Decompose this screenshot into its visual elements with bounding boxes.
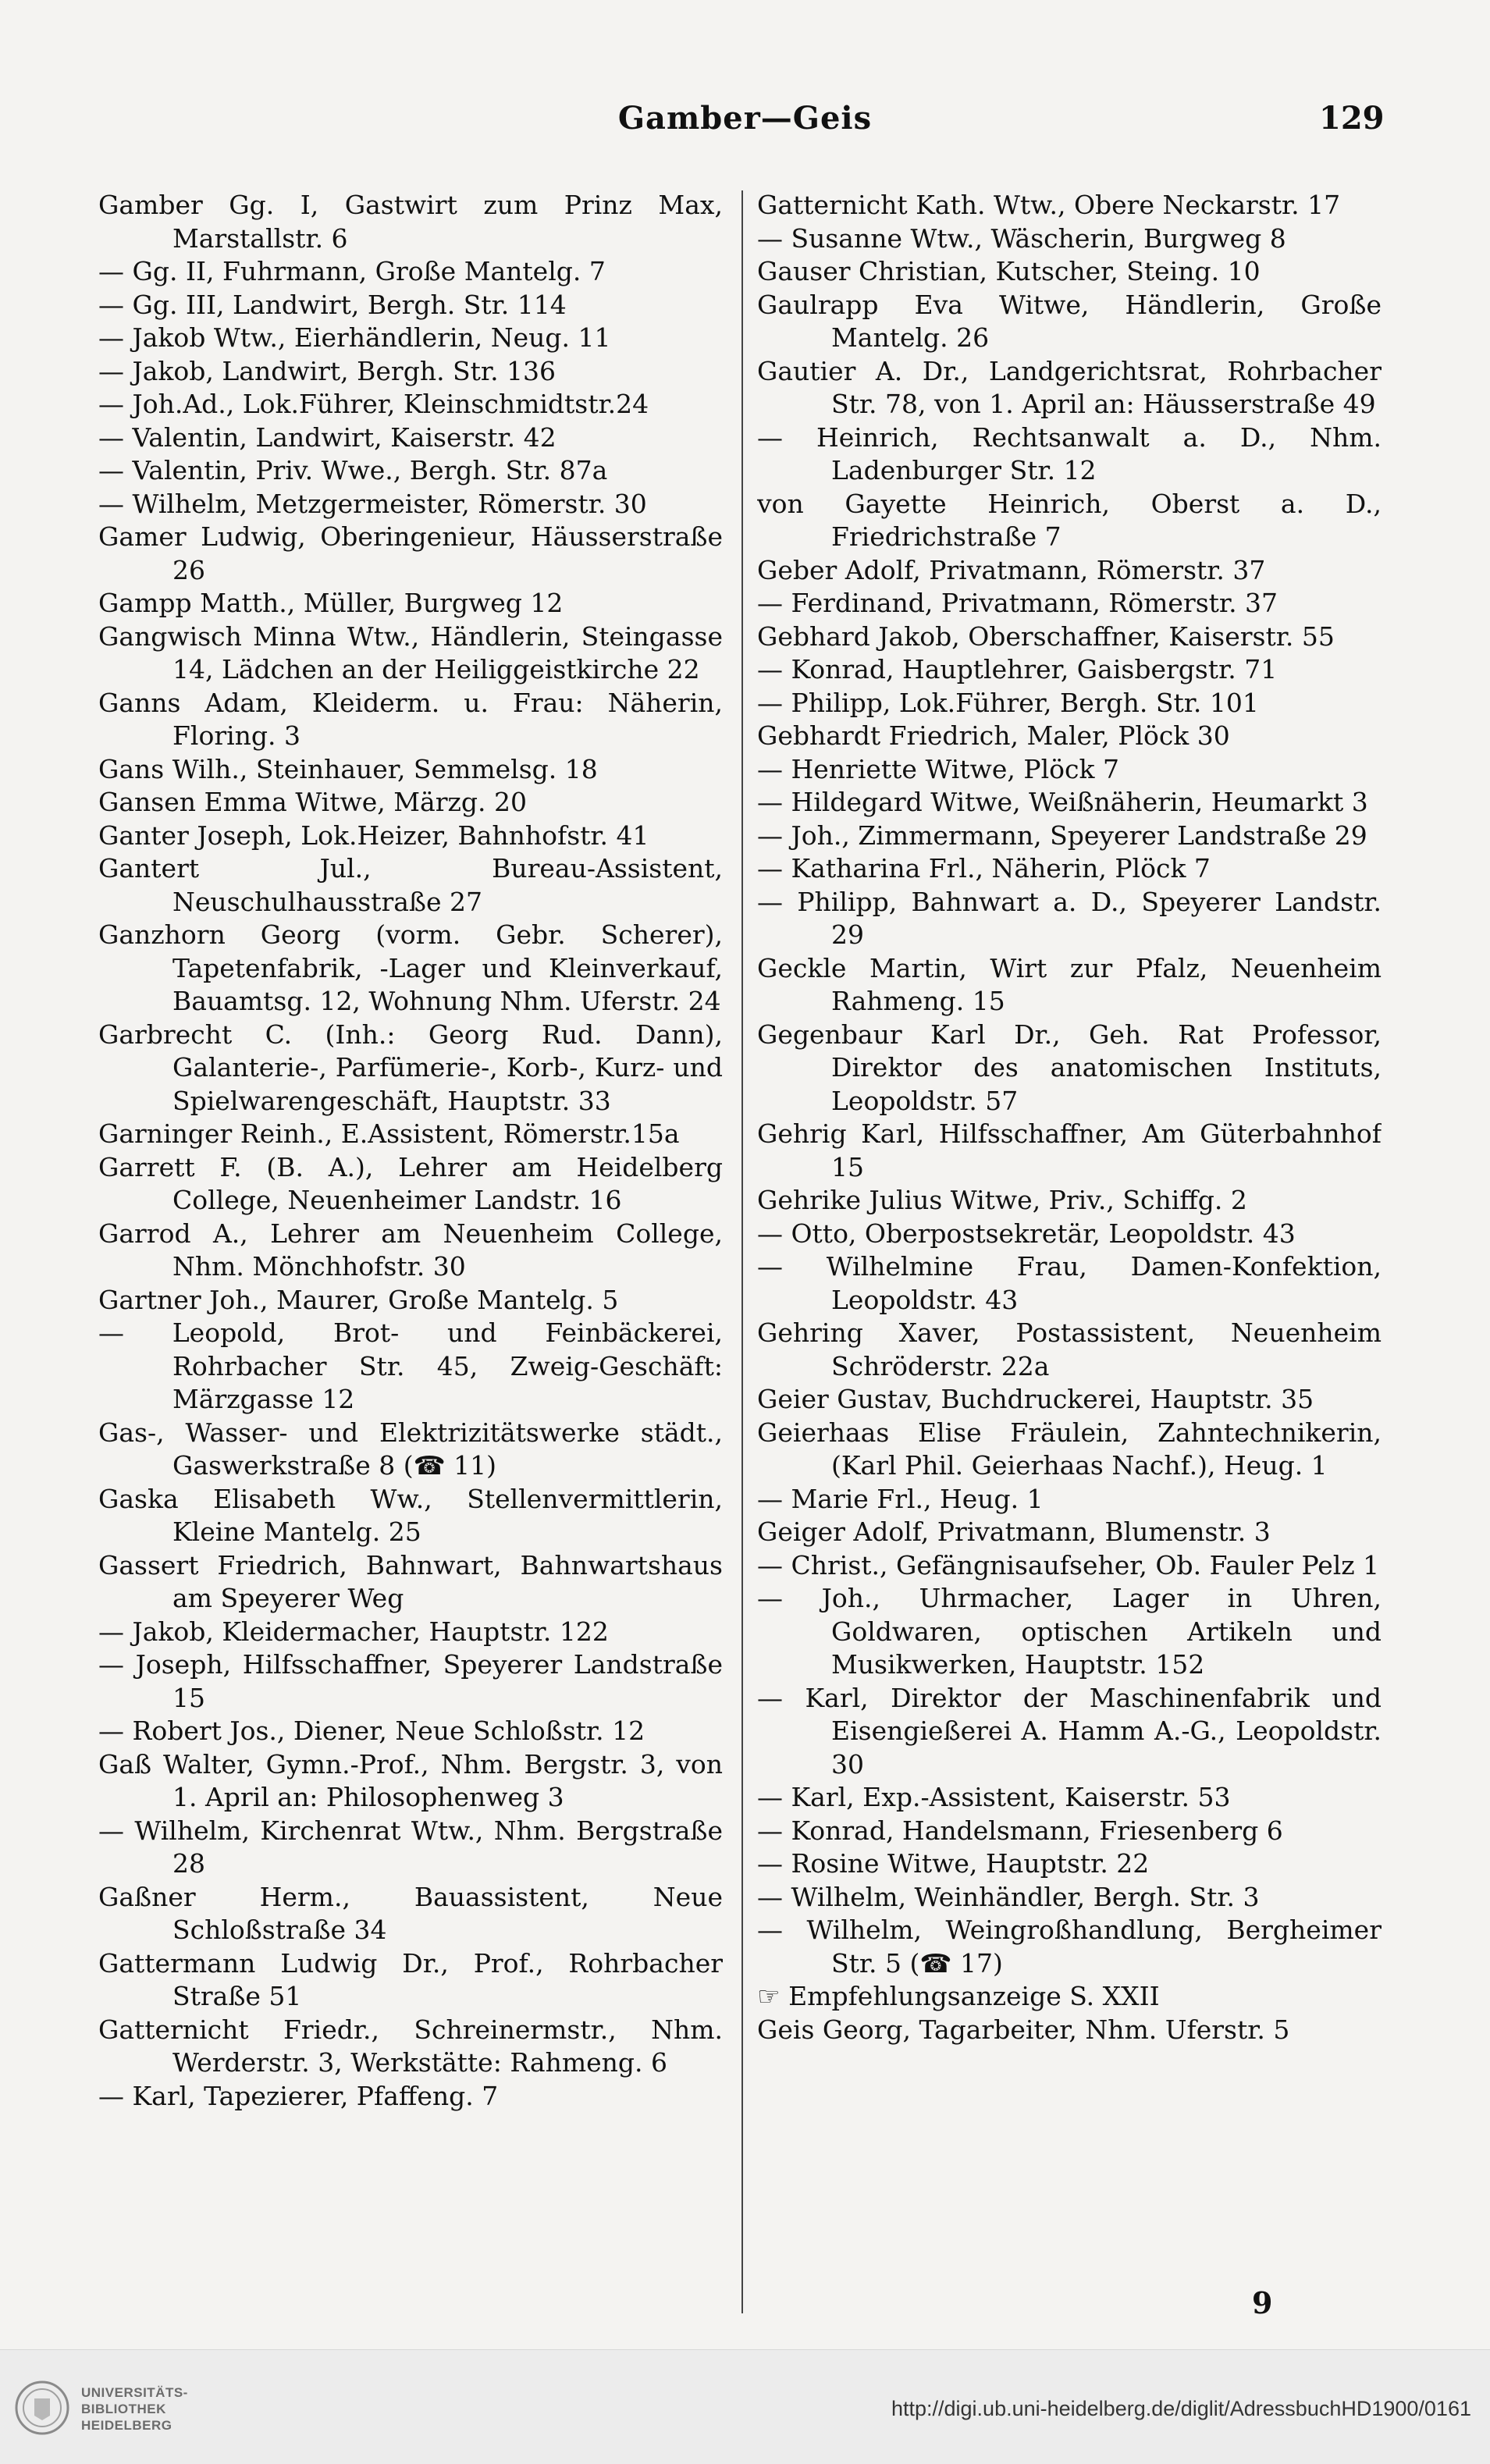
directory-entry: Gangwisch Minna Wtw., Händlerin, Steingasse 14, Lädchen an der Heiliggeistkirche 22: [98, 620, 723, 684]
directory-entry: — Jakob, Landwirt, Bergh. Str. 136: [98, 355, 557, 386]
directory-entry: Ganns Adam, Kleiderm. u. Frau: Näherin, Floring. 3: [98, 687, 723, 751]
directory-entry: — Susanne Wtw., Wäscherin, Burgweg 8: [757, 222, 1286, 254]
directory-entry: Gaß Walter, Gymn.-Prof., Nhm. Bergstr. 3, von 1. April an: Philosophenweg 3: [98, 1748, 723, 1812]
directory-entry: — Heinrich, Rechtsanwalt a. D., Nhm. Ladenburger Str. 12: [757, 421, 1382, 485]
right-column: [757, 189, 1382, 2304]
directory-entry: Gas-, Wasser- und Elektrizitätswerke städt., Gaswerkstraße 8 (☎ 11): [98, 1417, 723, 1481]
directory-entry: — Wilhelm, Weinhändler, Bergh. Str. 3: [757, 1881, 1260, 1912]
directory-entry: Gattermann Ludwig Dr., Prof., Rohrbacher Straße 51: [98, 1947, 723, 2011]
directory-entry: Gautier A. Dr., Landgerichtsrat, Rohrbacher Str. 78, von 1. April an: Häusserstraße 49: [757, 355, 1382, 419]
directory-entry: Geiger Adolf, Privatmann, Blumenstr. 3: [757, 1516, 1271, 1547]
directory-entry: — Karl, Tapezierer, Pfaffeng. 7: [98, 2080, 499, 2111]
directory-entry: Geis Georg, Tagarbeiter, Nhm. Uferstr. 5: [757, 2014, 1290, 2045]
directory-entry: Gartner Joh., Maurer, Große Mantelg. 5: [98, 1284, 619, 1315]
page-number: 129: [1319, 100, 1385, 137]
directory-entry: Gaska Elisabeth Ww., Stellenvermittlerin, Kleine Mantelg. 25: [98, 1483, 723, 1547]
directory-entry: — Karl, Exp.-Assistent, Kaiserstr. 53: [757, 1782, 1231, 1812]
left-column: [98, 189, 723, 2304]
directory-entry: — Wilhelm, Metzgermeister, Römerstr. 30: [98, 488, 647, 519]
directory-entry: Gehring Xaver, Postassistent, Neuenheim Schröderstr. 22a: [757, 1317, 1382, 1381]
directory-entry: — Ferdinand, Privatmann, Römerstr. 37: [757, 588, 1278, 618]
directory-entry: — Joh., Uhrmacher, Lager in Uhren, Goldwaren, optischen Artikeln und Musikwerken, Hauptstr. 152: [757, 1583, 1382, 1680]
directory-entry: Gans Wilh., Steinhauer, Semmelsg. 18: [98, 753, 598, 784]
directory-entry: Gansen Emma Witwe, Märzg. 20: [98, 787, 527, 817]
viewer-footer-bar: [0, 2349, 1490, 2464]
directory-entry: Gassert Friedrich, Bahnwart, Bahnwartshaus am Speyerer Weg: [98, 1549, 723, 1613]
directory-entry: Geierhaas Elise Fräulein, Zahntechnikerin, (Karl Phil. Geierhaas Nachf.), Heug. 1: [757, 1417, 1382, 1481]
directory-entry: Garbrecht C. (Inh.: Georg Rud. Dann), Galanterie-, Parfümerie-, Korb-, Kurz- und Spielwarengeschäft, Hauptstr. 33: [98, 1019, 723, 1116]
directory-entry: — Philipp, Lok.Führer, Bergh. Str. 101: [757, 687, 1259, 718]
directory-entry: von Gayette Heinrich, Oberst a. D., Friedrichstraße 7: [757, 488, 1382, 552]
directory-entry: Gatternicht Kath. Wtw., Obere Neckarstr. 17: [757, 190, 1341, 220]
directory-entry: Gehrig Karl, Hilfsschaffner, Am Güterbahnhof 15: [757, 1118, 1382, 1182]
directory-entry: — Joh., Zimmermann, Speyerer Landstraße 29: [757, 820, 1367, 851]
directory-entry: — Hildegard Witwe, Weißnäherin, Heumarkt 3: [757, 787, 1368, 817]
directory-entry: — Karl, Direktor der Maschinenfabrik und Eisengießerei A. Hamm A.-G., Leopoldstr. 30: [757, 1682, 1382, 1780]
directory-entry: — Valentin, Landwirt, Kaiserstr. 42: [98, 421, 557, 453]
directory-entry: Gebhardt Friedrich, Maler, Plöck 30: [757, 720, 1230, 751]
directory-entry: Gantert Jul., Bureau-Assistent, Neuschulhausstraße 27: [98, 853, 723, 917]
directory-entry: Garninger Reinh., E.Assistent, Römerstr.15a: [98, 1118, 680, 1149]
directory-entry: — Wilhelmine Frau, Damen-Konfektion, Leopoldstr. 43: [757, 1251, 1382, 1315]
directory-entry: — Joh.Ad., Lok.Führer, Kleinschmidtstr.24: [98, 389, 649, 419]
directory-entry: Gatternicht Friedr., Schreinermstr., Nhm. Werderstr. 3, Werkstätte: Rahmeng. 6: [98, 2014, 723, 2078]
directory-entry: Geber Adolf, Privatmann, Römerstr. 37: [757, 554, 1266, 585]
directory-entry: — Marie Frl., Heug. 1: [757, 1483, 1044, 1514]
directory-entry: Gampp Matth., Müller, Burgweg 12: [98, 588, 564, 618]
directory-entry: Ganzhorn Georg (vorm. Gebr. Scherer), Tapetenfabrik, -Lager und Kleinverkauf, Bauamtsg. 12, Wohnung Nhm. Uferstr. 24: [98, 919, 723, 1016]
directory-entry: — Christ., Gefängnisaufseher, Ob. Fauler Pelz 1: [757, 1549, 1380, 1580]
directory-entry: — Rosine Witwe, Hauptstr. 22: [757, 1848, 1150, 1879]
directory-entry: Gamber Gg. I, Gastwirt zum Prinz Max, Marstallstr. 6: [98, 190, 723, 254]
directory-entry: — Otto, Oberpostsekretär, Leopoldstr. 43: [757, 1218, 1296, 1249]
directory-entry: Gaßner Herm., Bauassistent, Neue Schloßstraße 34: [98, 1881, 723, 1945]
page-title: Gamber—Geis: [617, 100, 873, 137]
directory-entry: — Katharina Frl., Näherin, Plöck 7: [757, 853, 1211, 884]
directory-entry: Gauser Christian, Kutscher, Steing. 10: [757, 256, 1261, 286]
directory-entry: — Jakob Wtw., Eierhändlerin, Neug. 11: [98, 322, 611, 353]
directory-entry: — Valentin, Priv. Wwe., Bergh. Str. 87a: [98, 455, 608, 485]
directory-entry: Garrod A., Lehrer am Neuenheim College, Nhm. Mönchhofstr. 30: [98, 1218, 723, 1282]
directory-entry: — Robert Jos., Diener, Neue Schloßstr. 12: [98, 1716, 645, 1746]
university-seal-icon: [14, 2380, 70, 2436]
directory-entry: Geckle Martin, Wirt zur Pfalz, Neuenheim Rahmeng. 15: [757, 952, 1382, 1016]
directory-entry: Gegenbaur Karl Dr., Geh. Rat Professor, Direktor des anatomischen Instituts, Leopoldstr. 57: [757, 1019, 1382, 1116]
directory-entry: — Wilhelm, Kirchenrat Wtw., Nhm. Bergstraße 28: [98, 1815, 723, 1879]
directory-entry: — Konrad, Handelsmann, Friesenberg 6: [757, 1815, 1283, 1846]
column-divider: [741, 190, 743, 2313]
directory-entry: ☞ Empfehlungsanzeige S. XXII: [757, 1981, 1160, 2011]
directory-entry: — Leopold, Brot- und Feinbäckerei, Rohrbacher Str. 45, Zweig-Geschäft: Märzgasse 12: [98, 1317, 723, 1414]
sheet-signature: 9: [1252, 2285, 1273, 2320]
library-logo-text: UNIVERSITÄTS- BIBLIOTHEK HEIDELBERG: [81, 2385, 188, 2433]
directory-entry: — Joseph, Hilfsschaffner, Speyerer Landstraße 15: [98, 1649, 723, 1713]
directory-entry: — Gg. III, Landwirt, Bergh. Str. 114: [98, 289, 567, 320]
directory-entry: Gamer Ludwig, Oberingenieur, Häusserstraße 26: [98, 521, 723, 585]
directory-entry: — Henriette Witwe, Plöck 7: [757, 753, 1119, 784]
directory-entry: Geier Gustav, Buchdruckerei, Hauptstr. 35: [757, 1384, 1314, 1414]
directory-entry: — Wilhelm, Weingroßhandlung, Bergheimer Str. 5 (☎ 17): [757, 1915, 1382, 1979]
directory-entry: — Jakob, Kleidermacher, Hauptstr. 122: [98, 1616, 609, 1647]
directory-entry: — Philipp, Bahnwart a. D., Speyerer Landstr. 29: [757, 886, 1382, 950]
directory-entry: Gaulrapp Eva Witwe, Händlerin, Große Mantelg. 26: [757, 289, 1382, 353]
directory-entry: Ganter Joseph, Lok.Heizer, Bahnhofstr. 41: [98, 820, 649, 851]
directory-entry: Gebhard Jakob, Oberschaffner, Kaiserstr. 55: [757, 620, 1335, 652]
directory-entry: — Gg. II, Fuhrmann, Große Mantelg. 7: [98, 256, 606, 286]
directory-entry: Garrett F. (B. A.), Lehrer am Heidelberg College, Neuenheimer Landstr. 16: [98, 1151, 723, 1215]
directory-entry: — Konrad, Hauptlehrer, Gaisbergstr. 71: [757, 654, 1278, 684]
directory-entry: Gehrike Julius Witwe, Priv., Schiffg. 2: [757, 1185, 1247, 1215]
source-url-link[interactable]: http://digi.ub.uni-heidelberg.de/diglit/AdressbuchHD1900/0161: [891, 2397, 1471, 2420]
